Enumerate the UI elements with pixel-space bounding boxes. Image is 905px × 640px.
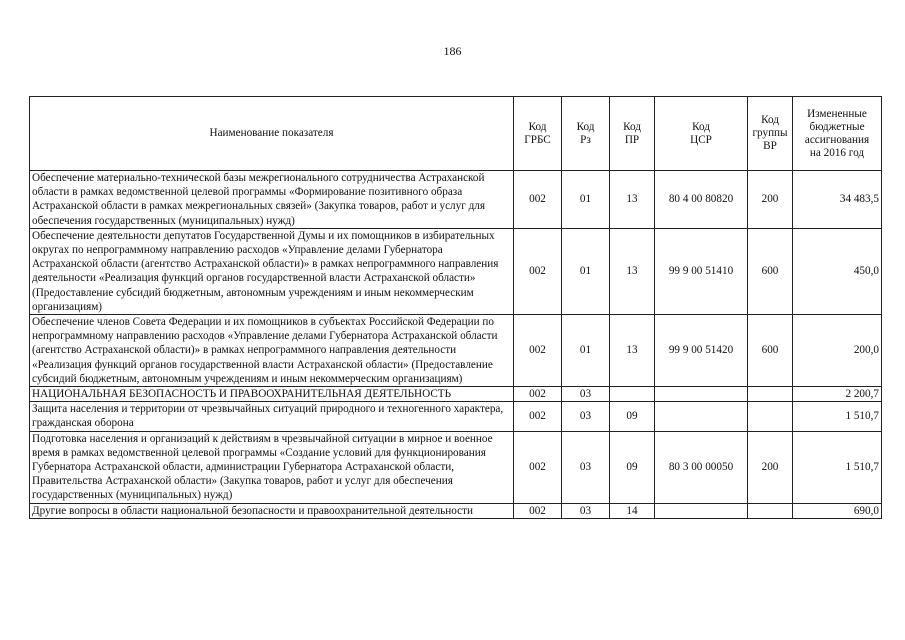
budget-table [29, 96, 882, 519]
table-row [30, 387, 882, 402]
row-csr: 80 4 00 80820 [655, 171, 748, 229]
row-name: Подготовка населения и организаций к действиям в чрезвычайной ситуации в мирное и военное время в рамках ведомственной целевой программы «Создание условий для функционирования Губернатора Астраханской области, администрации Губернатора Астраханской области, Правительства Астраханской области» (Закупка товаров, работ и услуг для обеспечения государственных (муниципальных) нужд) [30, 431, 514, 503]
row-amount: 34 483,5 [793, 171, 882, 229]
table-row [30, 171, 882, 229]
header-vr: Код группы ВР [748, 97, 793, 171]
row-pr: 13 [610, 228, 655, 314]
row-pr: 09 [610, 402, 655, 431]
row-rz: 03 [562, 387, 610, 402]
row-grbs: 002 [514, 431, 562, 503]
row-csr [655, 387, 748, 402]
row-vr: 200 [748, 171, 793, 229]
row-name: Обеспечение членов Совета Федерации и их помощников в субъектах Российской Федерации по непрограммному направлению расходов «Управление делами Губернатора Астраханской области (агентство Астраханской области)» в рамках непрограммного направления деятельности «Реализация функций органов государственной власти Астраханской области» (Предоставление субсидий бюджетным, автономным учреждениям и иным некоммерческим организациям) [30, 315, 514, 387]
row-csr: 99 9 00 51420 [655, 315, 748, 387]
row-name: Обеспечение деятельности депутатов Государственной Думы и их помощников в избирательных округах по непрограммному направлению расходов «Управление делами Губернатора Астраханской области (агентство Астраханской области)» в рамках непрограммного направления деятельности «Реализация функций органов государственной власти Астраханской области» (Предоставление субсидий бюджетным, автономным учреждениям и иным некоммерческим организациям) [30, 228, 514, 314]
row-grbs: 002 [514, 387, 562, 402]
row-amount: 690,0 [793, 503, 882, 518]
row-vr: 200 [748, 431, 793, 503]
row-csr: 99 9 00 51410 [655, 228, 748, 314]
header-grbs: Код ГРБС [514, 97, 562, 171]
row-amount: 450,0 [793, 228, 882, 314]
row-rz: 03 [562, 402, 610, 431]
table-row [30, 402, 882, 431]
row-vr: 600 [748, 315, 793, 387]
row-csr [655, 402, 748, 431]
row-vr [748, 387, 793, 402]
row-name: Защита населения и территории от чрезвычайных ситуаций природного и техногенного характера, гражданская оборона [30, 402, 514, 431]
row-name: НАЦИОНАЛЬНАЯ БЕЗОПАСНОСТЬ И ПРАВООХРАНИТЕЛЬНАЯ ДЕЯТЕЛЬНОСТЬ [30, 387, 514, 402]
row-rz: 01 [562, 171, 610, 229]
row-rz: 03 [562, 431, 610, 503]
row-rz: 03 [562, 503, 610, 518]
header-amount: Измененные бюджетные ассигнования на 2016 год [793, 97, 882, 171]
table-row [30, 503, 882, 518]
row-name: Другие вопросы в области национальной безопасности и правоохранительной деятельности [30, 503, 514, 518]
header-pr: Код ПР [610, 97, 655, 171]
row-csr: 80 3 00 00050 [655, 431, 748, 503]
header-rz: Код Рз [562, 97, 610, 171]
row-grbs: 002 [514, 228, 562, 314]
header-row [30, 97, 882, 171]
row-vr [748, 402, 793, 431]
row-grbs: 002 [514, 503, 562, 518]
table-row [30, 431, 882, 503]
row-rz: 01 [562, 315, 610, 387]
row-rz: 01 [562, 228, 610, 314]
row-vr: 600 [748, 228, 793, 314]
row-amount: 2 200,7 [793, 387, 882, 402]
row-pr [610, 387, 655, 402]
row-grbs: 002 [514, 402, 562, 431]
header-name: Наименование показателя [30, 97, 514, 171]
row-pr: 14 [610, 503, 655, 518]
row-name: Обеспечение материально-технической базы межрегионального сотрудничества Астраханской области в рамках ведомственной целевой программы «Формирование позитивного образа Астраханской области в рамках межрегиональных связей» (Закупка товаров, работ и услуг для обеспечения государственных (муниципальных) нужд) [30, 171, 514, 229]
table-row [30, 228, 882, 314]
row-pr: 09 [610, 431, 655, 503]
row-grbs: 002 [514, 315, 562, 387]
row-amount: 1 510,7 [793, 431, 882, 503]
row-csr [655, 503, 748, 518]
table-row [30, 315, 882, 387]
page-number: 186 [443, 44, 462, 58]
row-pr: 13 [610, 171, 655, 229]
row-amount: 200,0 [793, 315, 882, 387]
row-vr [748, 503, 793, 518]
row-amount: 1 510,7 [793, 402, 882, 431]
row-pr: 13 [610, 315, 655, 387]
header-csr: Код ЦСР [655, 97, 748, 171]
row-grbs: 002 [514, 171, 562, 229]
